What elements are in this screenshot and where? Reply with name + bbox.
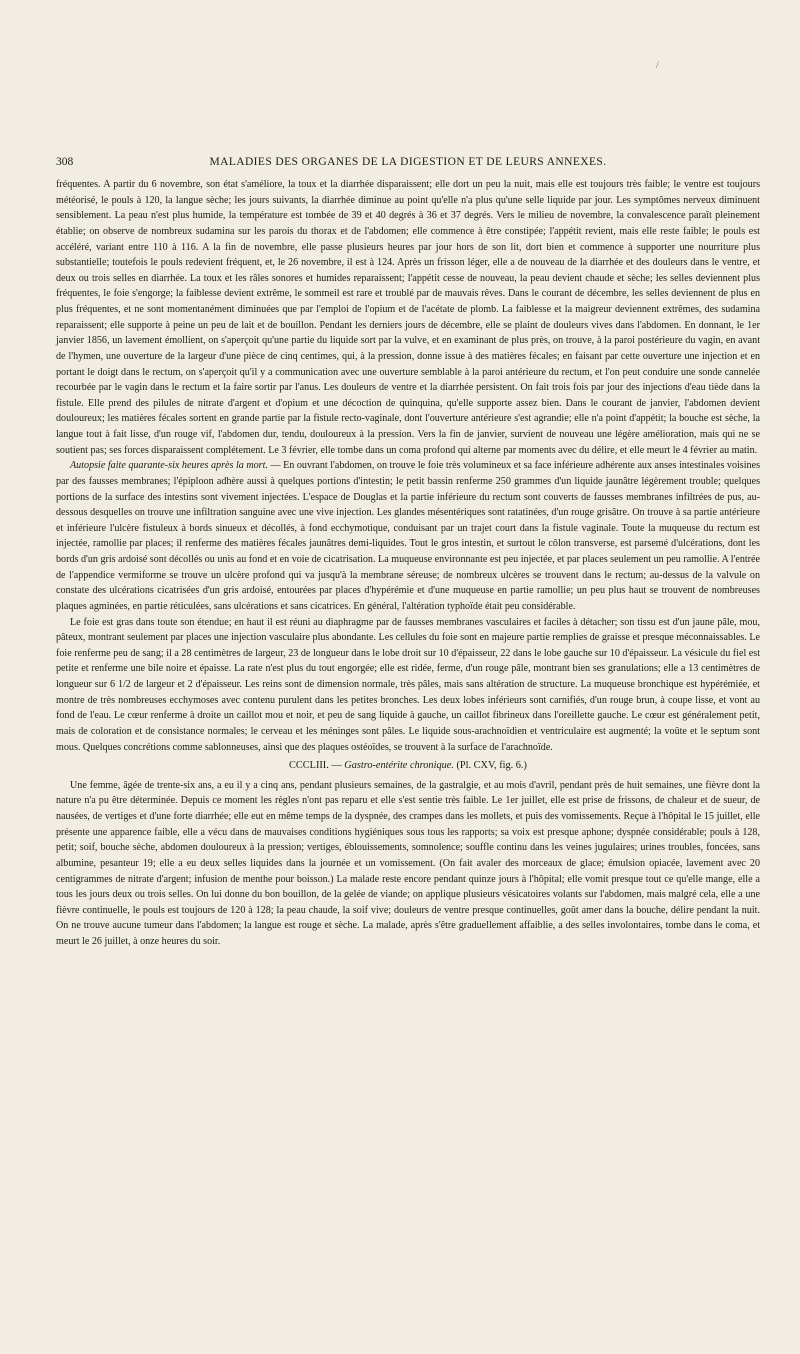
autopsy-body: — En ouvrant l'abdomen, on trouve le foie très volumineux et sa face inférieure adhérente aux anses intestinales voisines par des fausses membranes; l'épiploon adhère aussi à quelques portions d'intestin; le petit bassin renferme 250 grammes d'un liquide jaunâtre légèrement trouble; quelques portions de la surface des intestins sont vivement injectées. L'espace de Douglas et la partie inférieure du rectum sont couverts de fausses membranes infiltrées de pus, au-dessous desquelles on trouve une infiltration sanguine avec une vive injection. Les glandes mésentériques sont ratatinées, d'un rouge grisâtre. On trouve à sa partie antérieure et inférieure l'ulcère fistuleux à bords sinueux et décollés, à fond ecchymotique, conduisant par un trajet court dans la fistule vaginale. Toute la muqueuse du rectum est injectée, ramollie par places; il renferme des matières fécales jaunâtres demi-liquides. Tout le gros intestin, et surtout le côlon transverse, est parsemé d'ulcérations, dont les bords d'un gris ardoisé sont décollés ou unis au fond et en voie de cicatrisation. La muqueuse environnante est peu injectée, et par places seulement un peu ramollie. A l'entrée de l'appendice vermiforme se trouve un ulcère profond qui va jusqu'à la membrane séreuse; de nombreux ulcères se trouvent dans le rectum; au-dessus de la valvule on constate des ulcérations cicatrisées d'un gris ardoisé, entourées par places d'hypérémie et d'une muqueuse en partie ramollie; un peu plus haut se trouvent de nombreuses plaques agminées, en partie réticulées, sans ulcérations et sans cicatrices. En général, l'altération typhoïde était peu considérable.: [56, 460, 760, 612]
observation-plate-ref: (Pl. CXV, fig. 6.): [456, 760, 527, 772]
paragraph-organs: Le foie est gras dans toute son étendue; en haut il est réuni au diaphragme par de fausses membranes vasculaires et faciles à détacher; son tissu est d'un jaune pâle, mou, pâteux, montrant seulement par places une injection vasculaire plus abondante. Les cellules du foie sont en majeure partie remplies de graisse et presque méconnaissables. Le foie renferme peu de sang; il a 28 centimètres de largeur, 23 de longueur dans le lobe droit sur 10 d'épaisseur, 22 dans le lobe gauche sur 10 d'épaisseur. La vésicule du fiel est petite et renferme une bile noire et épaisse. La rate n'est plus du tout engorgée; elle est ridée, ferme, d'un rouge pâle, montrant bien ses granulations; elle a 13 centimètres de longueur sur 6 1/2 de largeur et 2 d'épaisseur. Les reins sont de dimension normale, très pâles, mais sans altération de structure. La muqueuse bronchique est hypérémiée, et montre de très nombreuses ecchymoses avec contenu purulent dans les petites bronches. Les deux lobes inférieurs sont carnifiés, d'un rouge brun, à coupe lisse, et vont au fond de l'eau. Le cœur renferme à droite un caillot mou et noir, et peu de sang liquide à gauche, un caillot fibrineux dans l'oreillette gauche. Le cœur est généralement petit, mais de coloration et de consistance normales; le cerveau et les méninges sont pâles. Le liquide sous-arachnoïdien et ventriculaire est augmenté; la voûte et le septum sont mous. Quelques concrétions comme sablonneuses, ainsi que des plaques ostéoïdes, se trouvent à la surface de l'arachnoïde.: [56, 616, 760, 753]
page-corner-mark: /: [656, 60, 659, 71]
observation-heading: [56, 758, 760, 774]
running-title: MALADIES DES ORGANES DE LA DIGESTION ET DE LEURS ANNEXES.: [209, 156, 607, 168]
observation-number: CCCLIII. —: [289, 760, 342, 772]
page-number: 308: [56, 156, 74, 168]
paragraph-new-case: Une femme, âgée de trente-six ans, a eu il y a cinq ans, pendant plusieurs semaines, de la gastralgie, et au mois d'avril, pendant près de huit semaines, une fièvre dont la nature n'a pu être déterminée. Depuis ce moment les règles n'ont pas reparu et elle s'est sentie très faible. Le 1er juillet, elle est prise de frissons, de chaleur et de sueur, de nausées, de vertiges et d'une forte diarrhée; elle eut en même temps de la dyspnée, des crampes dans les mollets, et puis des vomissements. Reçue à l'hôpital le 15 juillet, elle présente une apparence faible, elle a vécu dans de mauvaises conditions hygiéniques sous tous les rapports; sa voix est presque aphone; dyspnée considérable; pouls à 128, petit; soif, bouche sèche, abdomen douloureux à la pression; vertiges, éblouissements, somnolence; souffle continu dans les veines jugulaires; urines troubles, foncées, sans albumine, pesanteur 19; elle a eu deux selles liquides dans la journée et un vomissement. (On fait avaler des morceaux de glace; émulsion opiacée, lavement avec 20 centigrammes de nitrate d'argent; infusion de menthe pour boisson.) La malade reste encore pendant quinze jours à l'hôpital; elle vomit presque tout ce qu'elle mange, elle a tous les jours deux ou trois selles. On lui donne du bon bouillon, de la gelée de viande; on applique plusieurs vésicatoires volants sur l'abdomen, mais malgré cela, elle a une fièvre continuelle, le pouls est toujours de 120 à 128; la peau chaude, la soif vive; douleurs de ventre presque continuelles, goût amer dans la bouche, délire pendant la nuit. On ne trouve aucune tumeur dans l'abdomen; la langue est rouge et sèche. La malade, après s'être graduellement affaiblie, a des selles involontaires, tombe dans le coma, et meurt le 26 juillet, à onze heures du soir.: [56, 779, 760, 947]
body-text: [56, 177, 760, 950]
document-page: [56, 154, 760, 950]
paragraph-autopsy: [56, 458, 760, 614]
paragraph-case-continuation: fréquentes. A partir du 6 novembre, son état s'améliore, la toux et la diarrhée disparaissent; elle dort un peu la nuit, mais elle est toujours très faible; le ventre est toujours météorisé, le pouls à 120, la langue sèche; les jours suivants, la diarrhée diminue au point qu'elle n'a plus qu'une selle liquide par jour. Les symptômes nerveux diminuent sensiblement. La peau n'est plus humide, la température est tombée de 39 et 40 degrés à 36 et 37 degrés. Vers le milieu de novembre, la convalescence paraît pleinement établie; on observe de nombreux sudamina sur les parois du thorax et de l'abdomen; elle commence à être constipée; l'appétit revient, mais elle reste faible; le pouls est accéléré, variant entre 110 à 116. A la fin de novembre, elle passe plusieurs heures par jour hors de son lit, dort bien et commence à supporter une nourriture plus substantielle; toutefois le pouls redevient fréquent, et, le 26 novembre, il est à 124. Après un frisson léger, elle a de nouveau de la diarrhée et des douleurs dans le ventre, et deux ou trois selles en diarrhée. La toux et les râles sonores et humides reparaissent; l'appétit cesse de nouveau, la peau devient chaude et sèche; les selles deviennent plus fréquentes, le foie s'engorge; la faiblesse devient extrême, le sommeil est rare et troublé par de mauvais rêves. Dans le courant de décembre, les selles deviennent de plus en plus fréquentes, et ne sont momentanément diminuées que par l'emploi de l'opium et de l'acétate de plomb. La faiblesse et la maigreur deviennent extrêmes, des sudamina reparaissent; elle supporte à peine un peu de lait et de bouillon. Pendant les derniers jours de décembre, elle se plaint de douleurs vives dans l'abdomen. En donnant, le 1er janvier 1856, un lavement émollient, on s'aperçoit qu'une partie du liquide sort par la vulve, et en examinant de plus près, on trouve, à la paroi postérieure du vagin, en avant de l'hymen, une ouverture de la largeur d'une pièce de cinq centimes, qui, à la pression, donne issue à des matières fécales; en faisant par cette ouverture une injection et en portant le doigt dans le rectum, on s'aperçoit qu'il y a communication avec une ouverture semblable à la paroi antérieure du rectum, et l'on peut conduire une sonde cannelée recourbée par le vagin dans le rectum et la faire sortir par l'anus. Les douleurs de ventre et la diarrhée persistent. On fait trois fois par jour des injections d'eau tiède dans la fistule. Elle prend des pilules de nitrate d'argent et d'opium et une décoction de quinquina, qu'elle supporte assez bien. Dans le courant de janvier, l'abdomen devient douloureux; les matières fécales sortent en grande partie par la fistule recto-vaginale, dont l'ouverture antérieure s'est agrandie; elle n'a point d'appétit; la bouche est sèche, la langue tout à fait lisse, d'un rouge vif, l'abdomen dur, tendu, douloureux à la pression. Vers la fin de janvier, survient de nouveau une légère amélioration, mais qui ne se soutient pas; ses forces disparaissent complétement. Le 3 février, elle tombe dans un coma profond qui alterne par moments avec du délire, et elle meurt le 4 février au matin.: [56, 179, 760, 456]
observation-title: Gastro-entérite chronique.: [344, 760, 454, 772]
autopsy-lead: Autopsie faite quarante-six heures après la mort.: [70, 460, 268, 472]
page-header: [56, 154, 760, 174]
